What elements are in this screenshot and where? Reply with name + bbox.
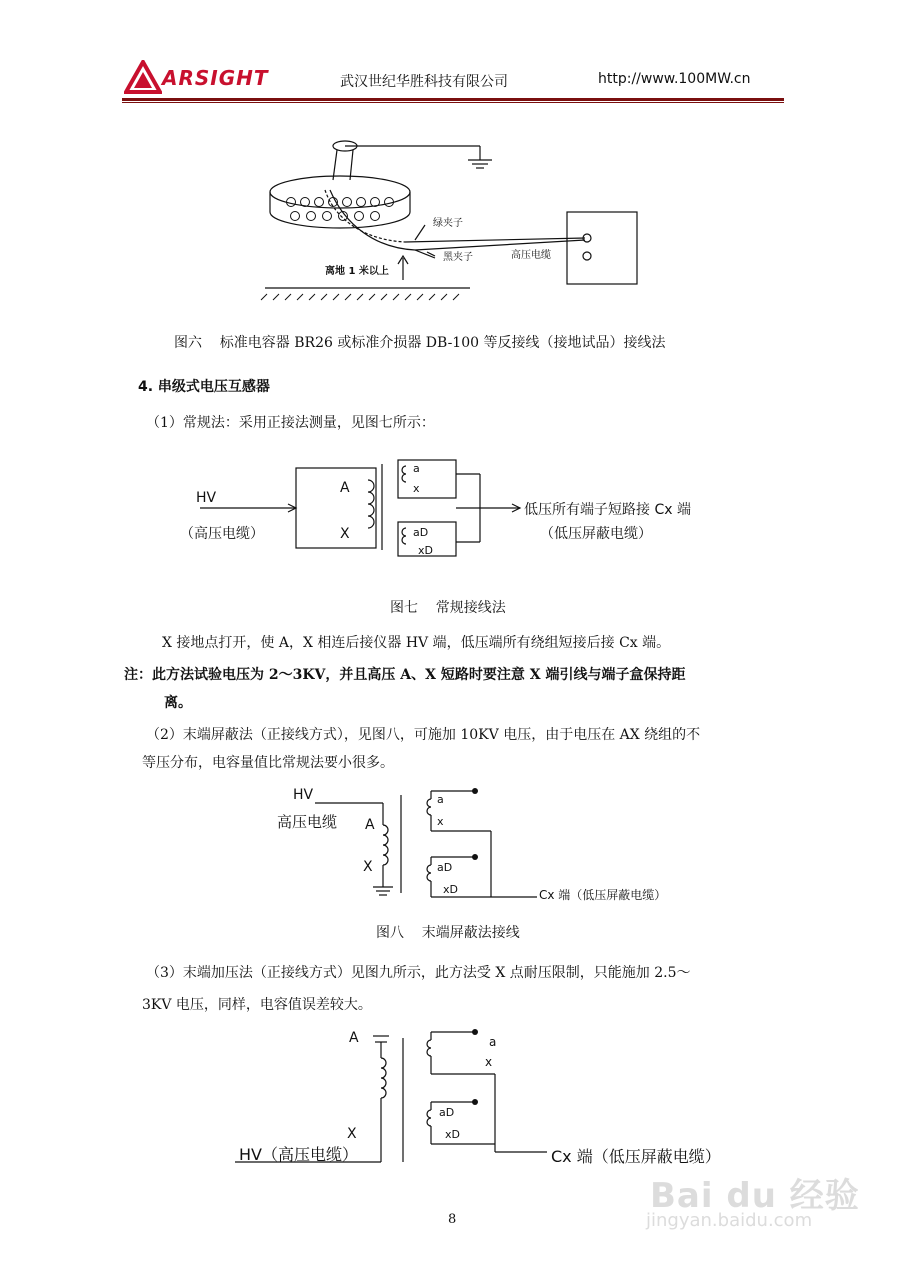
fig9-X-label: X xyxy=(347,1126,357,1142)
fig7-X-label: X xyxy=(340,526,350,542)
fig9-cx-label: Cx 端（低压屏蔽电缆） xyxy=(551,1147,721,1166)
header-rule xyxy=(122,98,784,101)
fig9-A-label: A xyxy=(349,1030,359,1046)
fig9-xD-label: xD xyxy=(445,1128,460,1141)
fig8-hv-cable-label: 高压电缆 xyxy=(277,813,338,831)
fig8-x-label: x xyxy=(437,815,444,828)
fig8-X-label: X xyxy=(363,859,373,875)
figure-7-caption: 图七 常规接线法 xyxy=(390,600,506,616)
paragraph-x-ground: X 接地点打开，使 A，X 相连后接仪器 HV 端，低压端所有绕组短接后接 Cx 端。 xyxy=(162,635,671,651)
fig7-aD-label: aD xyxy=(413,526,429,539)
item-2-line-1: （2）末端屏蔽法（正接线方式），见图八，可施加 10KV 电压，由于电压在 AX 绕组的不 xyxy=(146,727,701,743)
watermark-url: jingyan.baidu.com xyxy=(646,1210,813,1231)
fig8-hv-label: HV xyxy=(293,787,314,803)
height-note-label: 离地 1 米以上 xyxy=(325,266,389,277)
figure-9-diagram xyxy=(235,1022,775,1172)
fig8-A-label: A xyxy=(365,817,375,833)
item-1-text: （1）常规法：采用正接法测量，见图七所示： xyxy=(146,415,435,431)
page-number: 8 xyxy=(448,1212,457,1227)
fig7-A-label: A xyxy=(340,480,350,496)
note-line-1: 注：此方法试验电压为 2～3KV，并且高压 A、X 短路时要注意 X 端引线与端子盒保持距 xyxy=(124,667,686,683)
fig9-hv-label: HV（高压电缆） xyxy=(239,1145,358,1164)
fig7-x-label: x xyxy=(413,482,420,495)
logo-text: ARSIGHT xyxy=(162,66,269,90)
fig7-lv-cable-label: （低压屏蔽电缆） xyxy=(540,526,652,542)
fig7-hv-label: HV xyxy=(196,490,217,506)
fig9-x-label: x xyxy=(485,1055,493,1069)
fig7-xD-label: xD xyxy=(418,544,433,557)
figure-7-diagram xyxy=(180,450,740,590)
item-2-line-2: 等压分布，电容量值比常规法要小很多。 xyxy=(142,755,394,771)
header-rule-thin xyxy=(122,102,784,103)
figure-8-caption: 图八 末端屏蔽法接线 xyxy=(376,925,520,941)
fig8-aD-label: aD xyxy=(437,861,453,874)
figure-8-diagram xyxy=(275,785,705,910)
item-3-line-2: 3KV 电压，同样，电容值误差较大。 xyxy=(142,997,372,1013)
fig8-cx-label: Cx 端（低压屏蔽电缆） xyxy=(539,888,667,902)
green-clip-label: 绿夹子 xyxy=(433,218,463,229)
black-clip-label: 黑夹子 xyxy=(443,252,473,263)
fig7-hv-cable-label: （高压电缆） xyxy=(180,526,264,542)
fig7-a-label: a xyxy=(413,462,420,475)
company-name: 武汉世纪华胜科技有限公司 xyxy=(340,74,508,90)
company-logo-icon xyxy=(124,60,162,94)
website-url: http://www.100MW.cn xyxy=(598,71,751,87)
fig8-xD-label: xD xyxy=(443,883,458,896)
fig9-aD-label: aD xyxy=(439,1106,455,1119)
fig8-a-label: a xyxy=(437,793,444,806)
figure-6-diagram xyxy=(255,130,645,310)
fig9-a-label: a xyxy=(489,1035,497,1049)
item-3-line-1: （3）末端加压法（正接线方式）见图九所示，此方法受 X 点耐压限制，只能施加 2.5～ xyxy=(146,965,691,981)
watermark-brand: Bai du 经验 xyxy=(650,1176,860,1216)
note-line-2: 离。 xyxy=(164,695,192,711)
section-4-heading: 4. 串级式电压互感器 xyxy=(138,379,270,395)
figure-6-caption: 图六 标准电容器 BR26 或标准介损器 DB-100 等反接线（接地试品）接线法 xyxy=(174,335,666,351)
hv-cable-label: 高压电缆 xyxy=(511,250,551,261)
fig7-lv-short-label: 低压所有端子短路接 Cx 端 xyxy=(524,502,691,518)
